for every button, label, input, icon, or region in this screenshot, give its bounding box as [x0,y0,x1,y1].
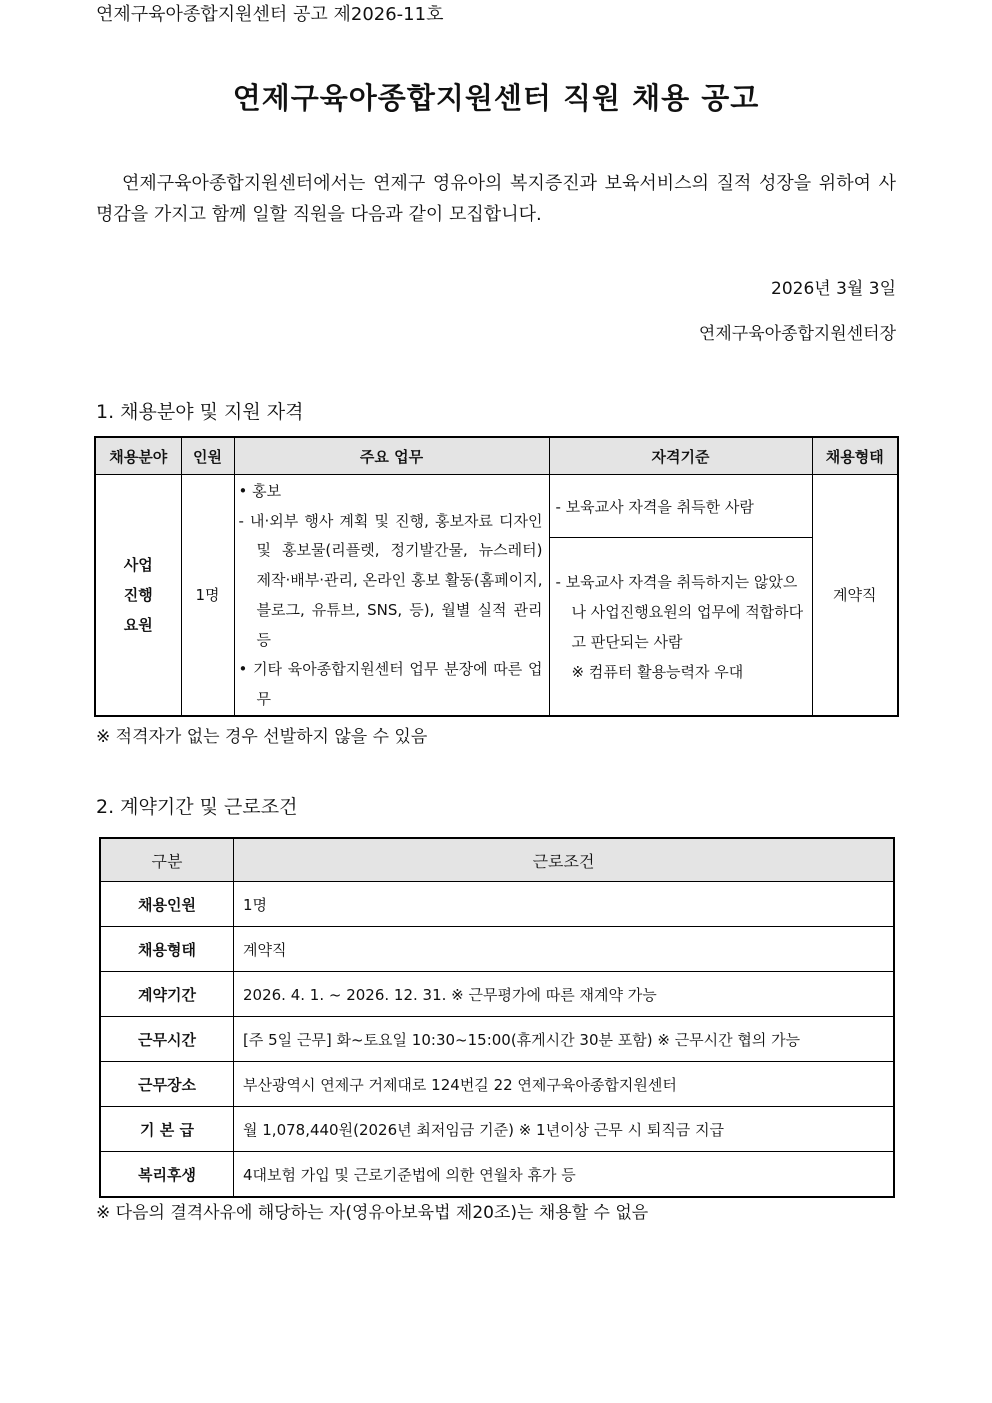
row-label: 근무시간 [100,1017,234,1062]
duty-detail: - 내·외부 행사 계획 및 진행, 홍보자료 디자인 및 홍보물(리플렛, 정기발간물, 뉴스레터) 제작·배부·관리, 온라인 홍보 활동(홈페이지, 블로그, 유튜브, SNS, 등), 월별 실적 관리 등 [238,511,543,649]
row-value: 2026. 4. 1. ~ 2026. 12. 31. ※ 근무평가에 따른 재계약 가능 [234,972,895,1017]
header-field: 채용분야 [95,437,181,475]
qualification-note: ※ 컴퓨터 활용능력자 우대 [571,663,744,682]
intro-paragraph: 연제구육아종합지원센터에서는 연제구 영유아의 복지증진과 보육서비스의 질적 성장을 위하여 사명감을 가지고 함께 일할 직원을 다음과 같이 모집합니다. [96,173,896,225]
table-row [100,882,894,927]
header-qualification: 자격기준 [549,437,812,475]
row-value: 월 1,078,440원(2026년 최저임금 기준) ※ 1년이상 근무 시 퇴직금 지급 [234,1107,895,1152]
announcement-date: 2026년 3월 3일 [771,279,896,299]
qualification-text: - 보육교사 자격을 취득한 사람 [555,498,754,516]
table-row [95,475,898,538]
table-header-row [100,838,894,882]
header-employment-type: 채용형태 [812,437,898,475]
section1-note: ※ 적격자가 없는 경우 선발하지 않을 수 있음 [96,727,428,747]
field-line: 진행 [123,585,153,604]
working-conditions-table [99,837,895,1198]
table-row [100,1017,894,1062]
header-conditions: 근로조건 [234,838,895,882]
row-value: [주 5일 근무] 화~토요일 10:30~15:00(휴게시간 30분 포함) ※ 근무시간 협의 가능 [234,1017,895,1062]
duty-bullet: • 홍보 [238,482,282,500]
signer: 연제구육아종합지원센터장 [698,324,896,344]
row-value: 부산광역시 연제구 거제대로 124번길 22 연제구육아종합지원센터 [234,1062,895,1107]
table-header-row [95,437,898,475]
header-count: 인원 [181,437,234,475]
section2-title: 2. 계약기간 및 근로조건 [96,796,298,818]
table-row [100,1062,894,1107]
section1-title: 1. 채용분야 및 지원 자격 [96,401,304,423]
field-cell [95,475,181,716]
table-row [100,1152,894,1198]
document-title: 연제구육아종합지원센터 직원 채용 공고 [232,81,760,115]
field-line: 요원 [123,615,153,634]
qualification-text: - 보육교사 자격을 취득하지는 않았으나 사업진행요원의 업무에 적합하다고 판단되는 사람 [555,573,804,652]
row-value: 4대보험 가입 및 근로기준법에 의한 연월차 휴가 등 [234,1152,895,1198]
row-value: 1명 [234,882,895,927]
employment-type-cell: 계약직 [812,475,898,716]
row-label: 계약기간 [100,972,234,1017]
table-row [100,1107,894,1152]
section2-note: ※ 다음의 결격사유에 해당하는 자(영유아보육법 제20조)는 채용할 수 없음 [96,1203,649,1223]
row-label: 기 본 급 [100,1107,234,1152]
field-line: 사업 [123,555,153,574]
qualification-cell-2 [549,538,812,716]
duty-bullet: • 기타 육아종합지원센터 업무 분장에 따른 업무 [238,660,543,708]
row-label: 채용인원 [100,882,234,927]
table-row [100,927,894,972]
row-label: 근무장소 [100,1062,234,1107]
row-value: 계약직 [234,927,895,972]
table-row [100,972,894,1017]
header-category: 구분 [100,838,234,882]
notice-number: 연제구육아종합지원센터 공고 제2026-11호 [96,4,444,25]
header-duties: 주요 업무 [234,437,549,475]
recruitment-field-table [94,436,899,717]
count-cell: 1명 [181,475,234,716]
qualification-cell-1 [549,475,812,538]
row-label: 복리후생 [100,1152,234,1198]
duties-cell [234,475,549,716]
row-label: 채용형태 [100,927,234,972]
